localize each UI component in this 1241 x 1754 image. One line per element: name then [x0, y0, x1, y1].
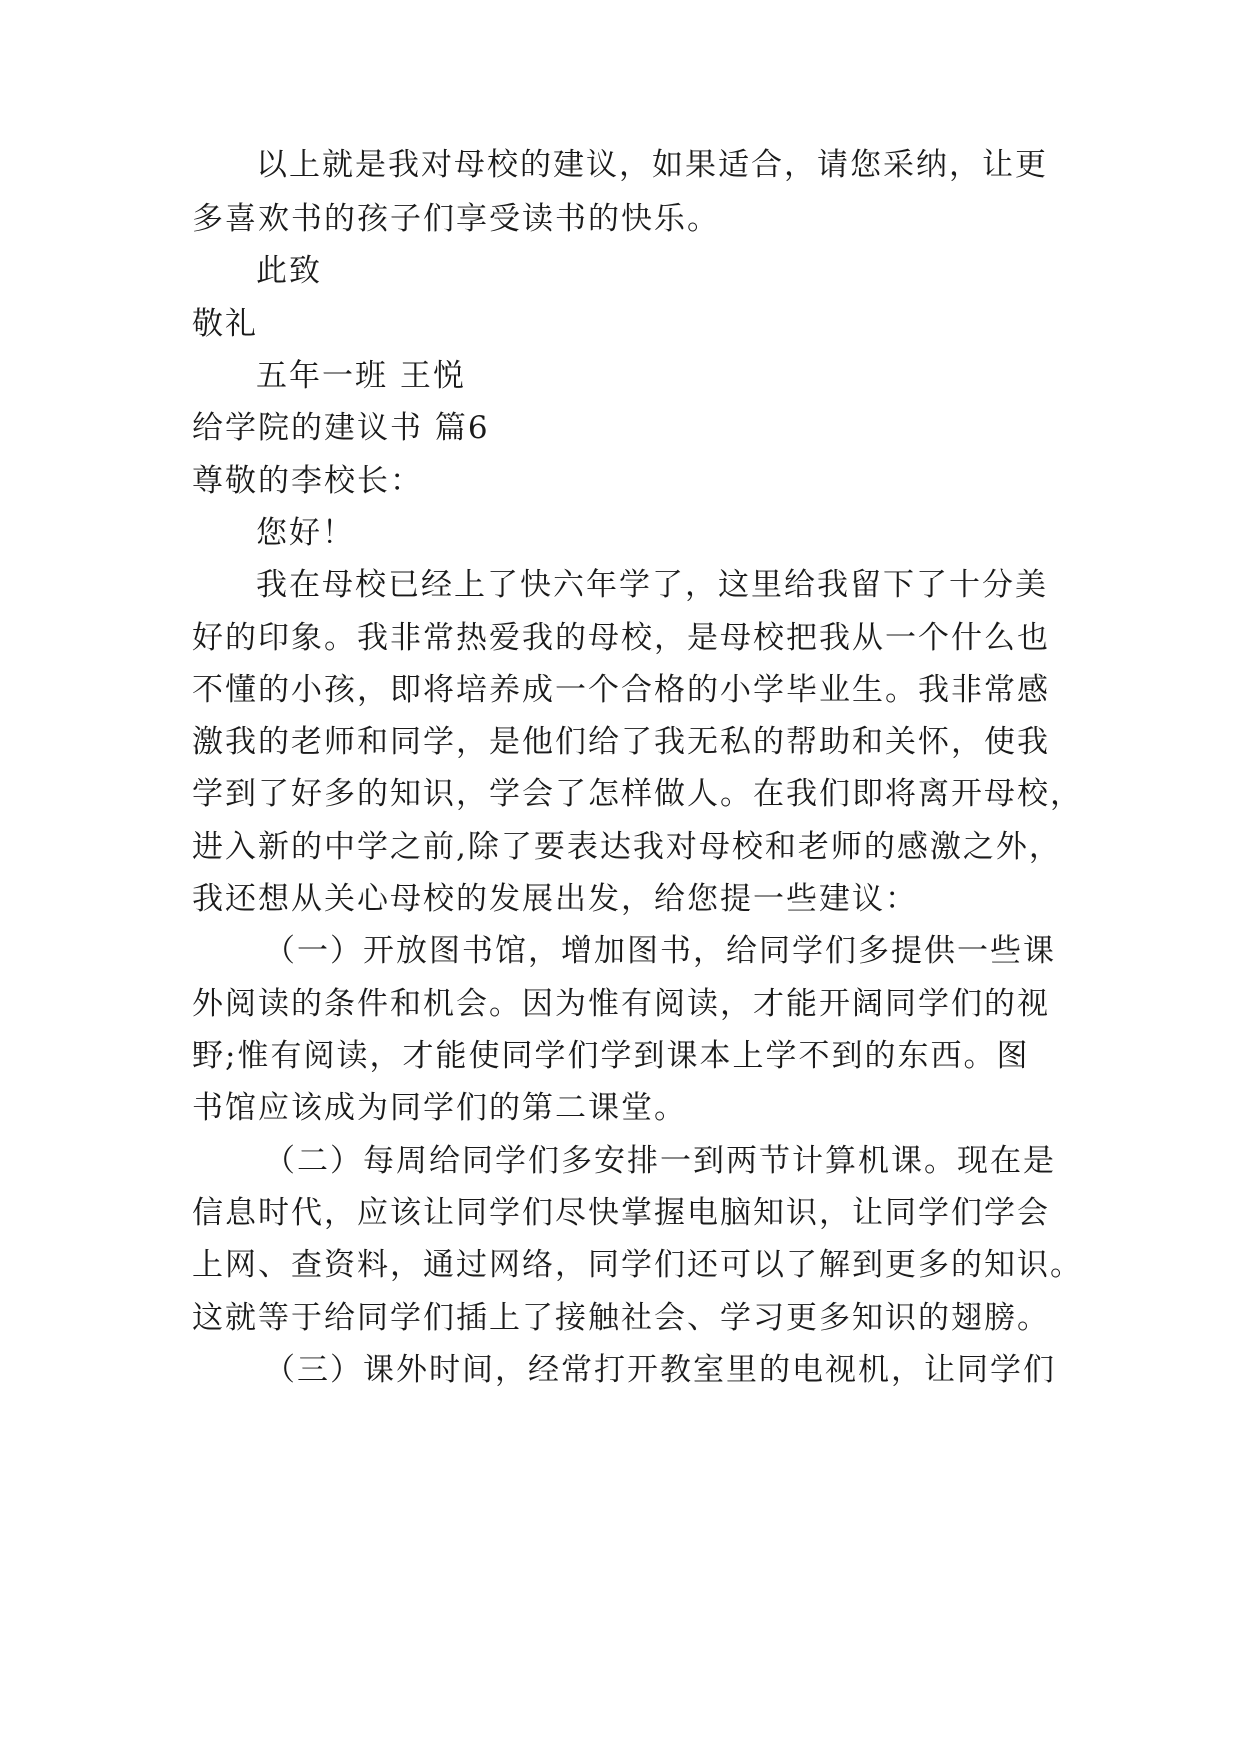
text-line: 野;惟有阅读，才能使同学们学到课本上学不到的东西。图	[192, 1038, 1030, 1074]
text-line: 五年一班 王悦	[256, 358, 466, 394]
text-line: 多喜欢书的孩子们享受读书的快乐。	[192, 201, 720, 237]
text-line: 外阅读的条件和机会。因为惟有阅读，才能开阔同学们的视	[192, 986, 1050, 1022]
text-line: （二）每周给同学们多安排一到两节计算机课。现在是	[264, 1143, 1056, 1179]
text-line: 我在母校已经上了快六年学了，这里给我留下了十分美	[256, 567, 1048, 603]
text-line: 敬礼	[192, 306, 258, 342]
section-heading: 给学院的建议书 篇6	[192, 410, 490, 446]
text-line: 上网、查资料，通过网络，同学们还可以了解到更多的知识。	[192, 1247, 1083, 1283]
text-line: （三）课外时间，经常打开教室里的电视机，让同学们	[264, 1352, 1056, 1388]
text-line: 激我的老师和同学，是他们给了我无私的帮助和关怀，使我	[192, 724, 1050, 760]
text-line: 好的印象。我非常热爱我的母校，是母校把我从一个什么也	[192, 620, 1050, 656]
text-line: 这就等于给同学们插上了接触社会、学习更多知识的翅膀。	[192, 1300, 1050, 1336]
text-line: （一）开放图书馆，增加图书，给同学们多提供一些课	[264, 933, 1056, 969]
text-line: 我还想从关心母校的发展出发，给您提一些建议：	[192, 881, 918, 917]
salutation: 尊敬的李校长：	[192, 463, 423, 499]
text-line: 信息时代，应该让同学们尽快掌握电脑知识，让同学们学会	[192, 1195, 1050, 1231]
text-line: 不懂的小孩，即将培养成一个合格的小学毕业生。我非常感	[192, 672, 1050, 708]
text-line: 学到了好多的知识，学会了怎样做人。在我们即将离开母校，	[192, 776, 1083, 812]
text-line: 书馆应该成为同学们的第二课堂。	[192, 1090, 687, 1126]
text-line: 您好！	[256, 515, 355, 551]
text-line: 以上就是我对母校的建议，如果适合，请您采纳，让更	[256, 147, 1048, 183]
text-line: 此致	[256, 253, 322, 289]
text-line: 进入新的中学之前,除了要表达我对母校和老师的感激之外，	[192, 829, 1062, 865]
